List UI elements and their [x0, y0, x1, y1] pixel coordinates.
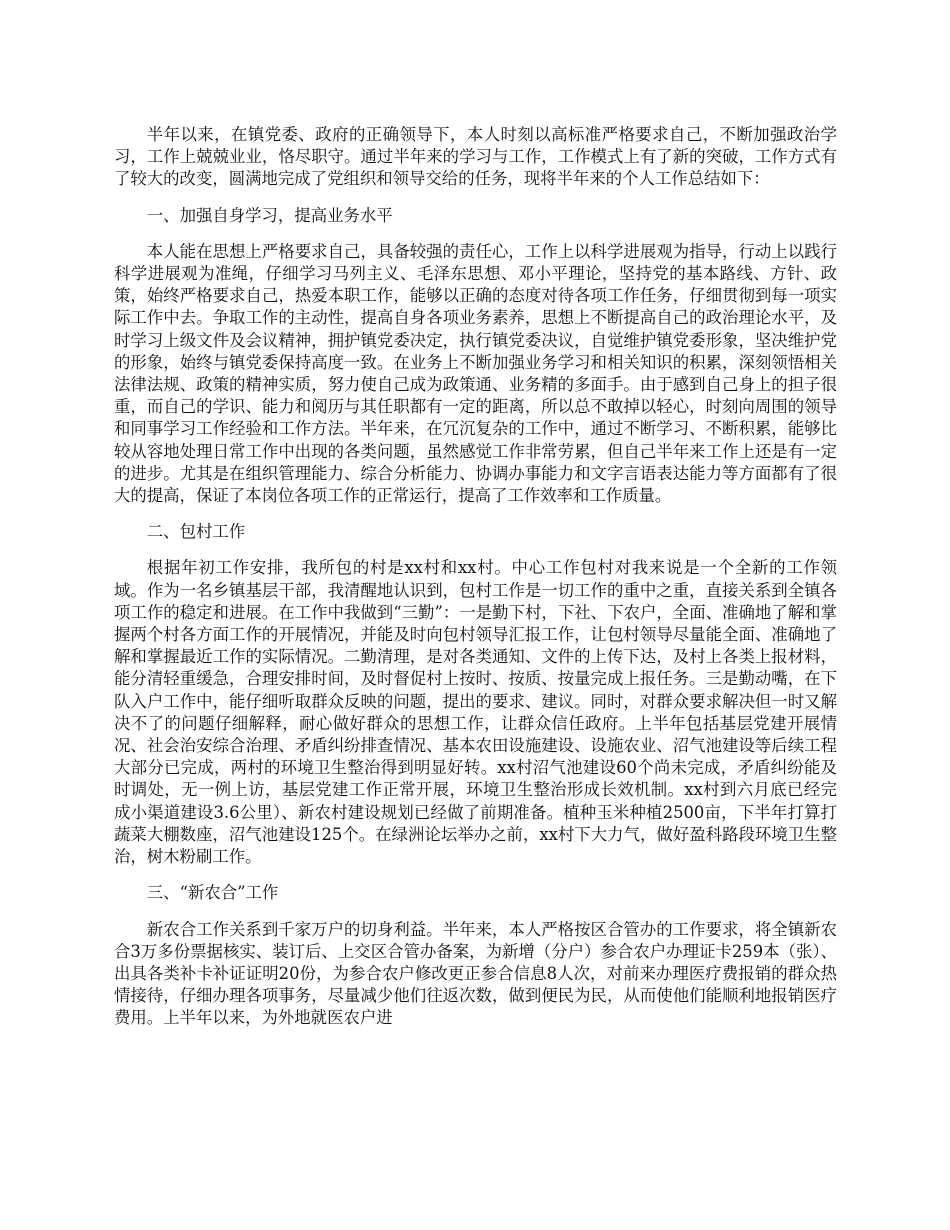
intro-paragraph: 半年以来，在镇党委、政府的正确领导下，本人时刻以高标准严格要求自己，不断加强政治学习，工作上兢兢业业，恪尽职守。通过半年来的学习与工作，工作模式上有了新的突破，工作方式有了较大的改变，圆满地完成了党组织和领导交给的任务，现将半年来的个人工作总结如下： — [114, 125, 837, 189]
paragraph-spacer — [114, 191, 837, 205]
section-heading-3: 三、“新农合”工作 — [146, 883, 279, 903]
paragraph-spacer — [114, 227, 837, 241]
document-page — [114, 124, 837, 1030]
section-2-paragraph: 根据年初工作安排，我所包的村是xx村和xx村。中心工作包村对我来说是一个全新的工作领域。作为一名乡镇基层干部，我清醒地认识到，包村工作是一切工作的重中之重，直接关系到全镇各项工作的稳定和进展。在工作中我做到“三勤”：一是勤下村，下社、下农户，全面、准确地了解和掌握两个村各方面工作的开展情况，并能及时向包村领导汇报工作，让包村领导尽量能全面、准确地了解和掌握最近工作的实际情况。二勤清理，是对各类通知、文件的上传下达，及村上各类上报材料，能分清轻重缓急，合理安排时间，及时督促村上按时、按质、按量完成上报任务。三是勤动嘴，在下队入户工作中，能仔细听取群众反映的问题，提出的要求、建议。同时，对群众要求解决但一时又解决不了的问题仔细解释，耐心做好群众的思想工作，让群众信任政府。上半年包括基层党建开展情况、社会治安综合治理、矛盾纠纷排查情况、基本农田设施建设、设施农业、沼气池建设等后续工程大部分已完成，两村的环境卫生整治得到明显好转。xx村沼气池建设60个尚未完成，矛盾纠纷能及时调处，无一例上访，基层党建工作正常开展，环境卫生整治形成长效机制。xx村到六月底已经完成小渠道建设3.6公里）、新农村建设规划已经做了前期准备。植种玉米种植2500亩，下半年打算打蔬菜大棚数座，沼气池建设125个。在绿洲论坛举办之前，xx村下大力气，做好盈科路段环境卫生整治，树木粉刷工作。 — [114, 558, 837, 867]
section-1-paragraph: 本人能在思想上严格要求自己，具备较强的责任心，工作上以科学进展观为指导，行动上以践行科学进展观为准绳，仔细学习马列主义、毛泽东思想、邓小平理论，坚持党的基本路线、方针、政策，始终严格要求自己，热爱本职工作，能够以正确的态度对待各项工作任务，仔细贯彻到每一项实际工作中去。争取工作的主动性，提高自身各项业务素养，思想上不断提高自己的政治理论水平，及时学习上级文件及会议精神，拥护镇党委决定，执行镇党委决议，自觉维护镇党委形象，坚决维护党的形象，始终与镇党委保持高度一致。在业务上不断加强业务学习和相关知识的积累，深刻领悟相关法律法规、政策的精神实质，努力使自己成为政策通、业务精的多面手。由于感到自己身上的担子很重，而自己的学识、能力和阅历与其任职都有一定的距离，所以总不敢掉以轻心，时刻向周围的领导和同事学习工作经验和工作方法。半年来，在冗沉复杂的工作中，通过不断学习、不断积累，能够比较从容地处理日常工作中出现的各类问题，虽然感觉工作非常劳累，但自己半年来工作上还是有一定的进步。尤其是在组织管理能力、综合分析能力、协调办事能力和文字言语表达能力等方面都有了很大的提高，保证了本岗位各项工作的正常运行，提高了工作效率和工作质量。 — [114, 241, 837, 506]
section-heading-2: 二、包村工作 — [146, 522, 246, 542]
paragraph-spacer — [114, 507, 837, 521]
paragraph-spacer — [114, 868, 837, 882]
section-heading-1: 一、加强自身学习，提高业务水平 — [146, 205, 393, 225]
paragraph-spacer — [114, 543, 837, 557]
section-3-paragraph: 新农合工作关系到千家万户的切身利益。半年来，本人严格按区合管办的工作要求，将全镇新农合3万多份票据核实、装订后、上交区合管办备案，为新增（分户）参合农户办理证卡259本（张）、出具各类补卡补证证明20份，为参合农户修改更正参合信息8人次，对前来办理医疗费报销的群众热情接待，仔细办理各项事务，尽量减少他们往返次数，做到便民为民，从而使他们能顺利地报销医疗费用。上半年以来，为外地就医农户进 — [114, 919, 837, 1028]
paragraph-spacer — [114, 905, 837, 919]
